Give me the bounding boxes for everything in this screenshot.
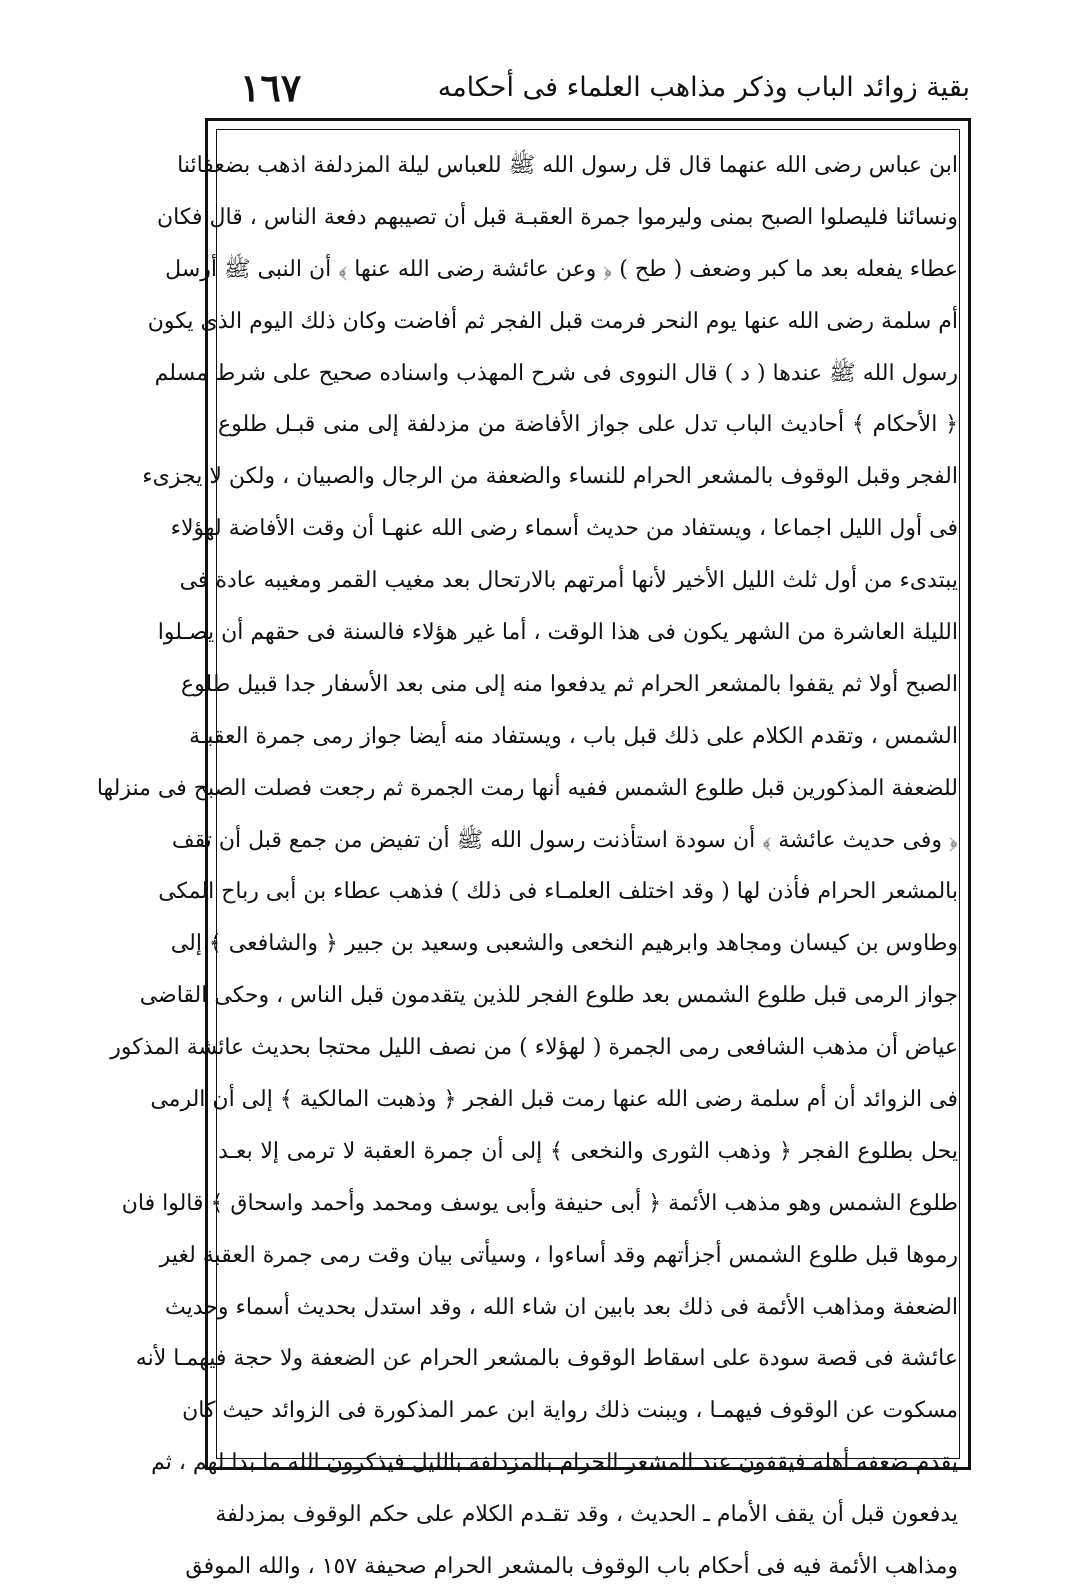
text-line: للضعفة المذكورين قبل طلوع الشمس ففيه أنها رمت الجمرة ثم رجعت فصلت الصبح فى منزلها	[96, 775, 958, 801]
page-number: ١٦٧	[240, 65, 302, 110]
text-line: ﴿ وفى حديث عائشة ﴾ أن سودة استأذنت رسول الله ﷺ أن تفيض من جمع قبل أن تقف	[171, 827, 958, 853]
text-line: رموها قبل طلوع الشمس أجزأتهم وقد أساءوا ، وسيأتى بيان وقت رمى جمرة العقبة لغير	[159, 1242, 958, 1268]
text-line: الصبح أولا ثم يقفوا بالمشعر الحرام ثم يدفعوا منه إلى منى بعد الأسفار جدا قبيل طلوع	[180, 671, 958, 697]
running-title: بقية زوائد الباب وذكر مذاهب العلماء فى أحكامه	[437, 72, 970, 103]
text-line: طلوع الشمس وهو مذهب الأئمة ﴿ أبى حنيفة وأبى يوسف ومحمد وأحمد واسحاق ﴾ قالوا فان	[121, 1190, 958, 1216]
text-line: يقدم ضعفه أهله فيقفون عند المشعر الحرام بالمزدلفة بالليل فيذكرون الله ما بدا لهم ، ثم	[151, 1450, 958, 1476]
text-line: فى الزوائد أن أم سلمة رضى الله عنها رمت قبل الفجر ﴿ وذهبت المالكية ﴾ إلى أن الرمى	[150, 1087, 958, 1113]
body-text	[96, 140, 958, 1593]
text-line: عياض أن مذهب الشافعى رمى الجمرة ( لهؤلاء ) من نصف الليل محتجا بحديث عائشة المذكور	[110, 1035, 958, 1061]
text-line: مسكوت عن الوقوف فيهمـا ، ويبنت ذلك رواية ابن عمر المذكورة فى الزوائد حيث كان	[182, 1398, 958, 1424]
page-header	[240, 58, 970, 118]
text-line: الليلة العاشرة من الشهر يكون فى هذا الوقت ، أما غير هؤلاء فالسنة فى حقهم أن يصـلوا	[157, 620, 958, 646]
text-line: يدفعون قبل أن يقف الأمام ـ الحديث ، وقد تقـدم الكلام على حكم الوقوف بمزدلفة	[215, 1502, 958, 1528]
text-line: عائشة فى قصة سودة على اسقاط الوقوف بالمشعر الحرام عن الضعفة ولا حجة فيهمـا لأنه	[135, 1346, 958, 1372]
text-line: أم سلمة رضى الله عنها يوم النحر فرمت قبل الفجر ثم أفاضت وكان ذلك اليوم الذى يكون	[147, 308, 958, 334]
text-line: يبتدىء من أول ثلث الليل الأخير لأنها أمرتهم بالارتحال بعد مغيب القمر ومغيبه عادة فى	[179, 568, 958, 594]
text-line: جواز الرمى قبل طلوع الشمس بعد طلوع الفجر للذين يتقدمون قبل الناس ، وحكى القاضى	[139, 983, 958, 1009]
text-line: ومذاهب الأئمة فيه فى أحكام باب الوقوف بالمشعر الحرام صحيفة ١٥٧ ، والله الموفق	[185, 1554, 958, 1580]
text-line: ﴿ الأحكام ﴾ أحاديث الباب تدل على جواز الأفاضة من مزدلفة إلى منى قبـل طلوع	[218, 412, 958, 438]
text-line: عطاء يفعله بعد ما كبر وضعف ( طح ) ﴿ وعن عائشة رضى الله عنها ﴾ أن النبى ﷺ أرسل	[165, 256, 958, 282]
text-line: بالمشعر الحرام فأذن لها ( وقد اختلف العلمـاء فى ذلك ) فذهب عطاء بن أبى رباح المكى	[158, 879, 958, 905]
text-line: يحل بطلوع الفجر ﴿ وذهب الثورى والنخعى ﴾ إلى أن جمرة العقبة لا ترمى إلا بعـد	[218, 1138, 958, 1164]
text-line: ونسائنا فليصلوا الصبح بمنى وليرموا جمرة العقبـة قبل أن تصيبهم دفعة الناس ، قال فكان	[157, 204, 958, 230]
text-line: الشمس ، وتقدم الكلام على ذلك قبل باب ، ويستفاد منه أيضا جواز رمى جمرة العقبـة	[189, 723, 958, 749]
text-line: فى أول الليل اجماعا ، ويستفاد من حديث أسماء رضى الله عنهـا أن وقت الأفاضة لهؤلاء	[170, 516, 958, 542]
text-line: الضعفة ومذاهب الأئمة فى ذلك بعد بابين ان شاء الله ، وقد استدل بحديث أسماء وحديث	[165, 1294, 958, 1320]
text-line: رسول الله ﷺ عندها ( د ) قال النووى فى شرح المهذب واسناده صحيح على شرط مسلم	[154, 360, 958, 386]
text-line: الفجر وقبل الوقوف بالمشعر الحرام للنساء والضعفة من الرجال والصبيان ، ولكن لا يجزىء	[142, 464, 958, 490]
text-line: وطاوس بن كيسان ومجاهد وابرهيم النخعى والشعبى وسعيد بن جبير ﴿ والشافعى ﴾ إلى	[170, 931, 958, 957]
text-line: ابن عباس رضى الله عنهما قال قل رسول الله ﷺ للعباس ليلة المزدلفة اذهب بضعفائنا	[177, 153, 958, 178]
